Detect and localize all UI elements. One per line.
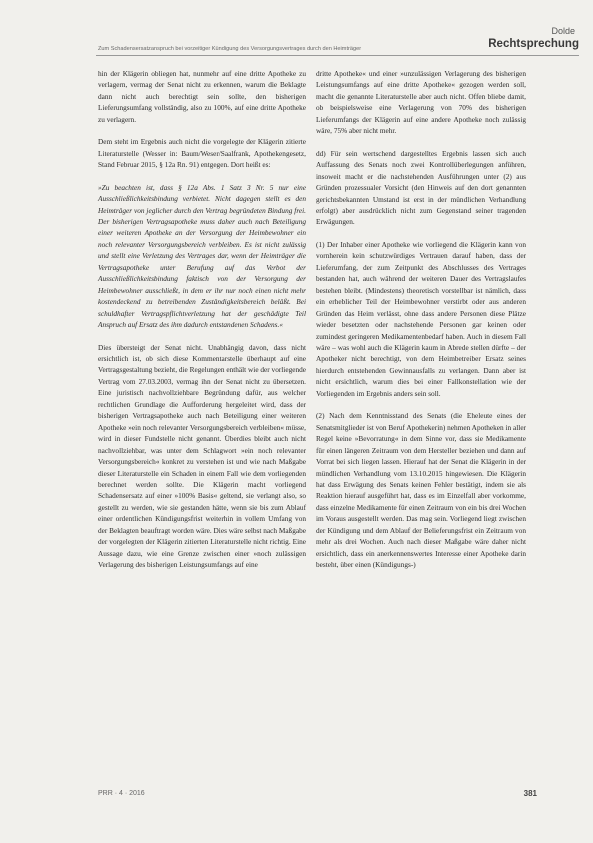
section-title: Rechtsprechung [488, 38, 579, 50]
paragraph: (2) Nach dem Kenntnisstand des Senats (die Eheleute eines der Senatsmitglieder ist von Beruf Apothekerin) nehmen Apotheken in aller Regel keine »Bevorratung« in dem Sinne vor, dass sie Medikamente für einen längeren Zeitraum von dem Hersteller beziehen und dann auf Vorrat bei sich liegen lassen. Hierauf hat der Senat die Klägerin in der mündlichen Verhandlung vom 13.10.2015 hingewiesen. Die Klägerin hat dass Erwägung des Senats keinen Fehler bestätigt, indem sie als Reaktion hierauf ausgeführt hat, dass es im Einzelfall aber vorkomme, dass einzelne Medikamente für einen Zeitraum von ein bis drei Wochen im Voraus ausgestellt werden. Das mag sein. Vorliegend liegt zwischen der Kündigung und dem Ablauf der Belieferungsfrist ein Zeitraum von mehr als drei Wochen. Auch nach dieser Maßgabe wäre daher nicht ersichtlich, dass ein anerkennenswertes Interesse einer Apotheke darin besteht, über einen (Kündigungs-) [316, 411, 526, 570]
paragraph: Dies übersteigt der Senat nicht. Unabhängig davon, dass nicht ersichtlich ist, ob sich diese Kommentarstelle überhaupt auf eine Vertragsgestaltung bezieht, die Regelungen enthält wie der vorliegende Vertrag vom 27.03.2003, vermag ihn der Senat nicht zu übersetzen. Eine juristisch nachvollziehbare Begründung dafür, aus welcher rechtlichen Grundlage die Aufforderung hergeleitet wird, dass der bisherigen Vertragsapotheke auch nach Beteiligung einer weiteren Apotheke »ein noch relevanter Versorgungsbereich verbleiben« müsse, wird in dieser Fundstelle nicht genannt. Überdies bleibt auch nicht nachvollziehbar, was unter dem Schlagwort »ein noch relevanter Versorgungsbereich« konkret zu verstehen ist und wie nach Maßgabe dieser Literaturstelle ein Schaden in einem Fall wie dem vorliegenden berechnet werden sollte. Die Klägerin macht vorliegend Schadensersatz auf einer »100% Basis« geltend, sie verlangt also, so gestellt zu werden, wie sie gestanden hätte, wenn sie bis zum Ablauf einer ordentlichen Kündigungsfrist weiterhin in vollem Umfang von der Beklagten beauftragt worden wäre. Dies wäre selbst nach Maßgabe der vorgelegten der Klägerin zitierten Literaturstelle nicht richtig. Eine Aussage dazu, wie eine Grenze zwischen einer »noch zulässigen Verlagerung des bisherigen Leistungsumfangs auf eine [98, 342, 306, 570]
paragraph: hin der Klägerin obliegen hat, nunmehr auf eine dritte Apotheke zu verlagern, vermag der Senat nicht zu erkennen, warum die Beklagte dann nicht auch berechtigt sein sollte, den bisherigen Lieferungsumfang vollständig, also zu 100%, auf eine dritte Apotheke zu verlagern. [98, 69, 306, 124]
journal-reference: PRR · 4 · 2016 [98, 790, 145, 797]
paragraph: dritte Apotheke« und einer »unzulässigen Verlagerung des bisherigen Leistungsumfangs auf eine dritte Apotheke« gezogen werden soll, macht die genannte Literaturstelle aber auch nicht. Offen bliebe damit, ob beispielsweise eine Verlagerung von 70% des bisherigen Lieferumfangs der Klägerin auf eine andere Apotheke noch zulässig wäre, 75% aber nicht mehr. [316, 69, 526, 136]
left-column [98, 68, 306, 571]
running-title: Zum Schadensersatzanspruch bei vorzeitiger Kündigung des Versorgungsvertrages durch den Heimträger [98, 46, 362, 52]
header-author: Dolde [551, 26, 575, 36]
paragraph: Dem steht im Ergebnis auch nicht die vorgelegte der Klägerin zitierte Literaturstelle (Wesser in: Baum/Weser/Saalfrank, Apothekengesetz, Stand Februar 2015, § 12a Rn. 91) entgegen. Dort heißt es: [98, 137, 306, 170]
page-number: 381 [523, 789, 537, 798]
paragraph: dd) Für sein wertschend dargestelltes Ergebnis lassen sich auch Auffassung des Senats noch zwei Kontrollüberlegungen anführen, insoweit macht er die nachstehenden Ausführungen unter (2) aus Gründen prozessualer Vorsicht (den Hinweis auf den dort genannten gerichtsbekannten Umstand ist erst in der mündlichen Verhandlung erfolgt) aber ausdrücklich nicht zum Gegenstand seiner tragenden Erwägungen. [316, 148, 526, 227]
right-column [316, 68, 526, 571]
header-divider [96, 55, 579, 56]
paragraph: (1) Der Inhaber einer Apotheke wie vorliegend die Klägerin kann von vornherein kein schutzwürdiges Vertrauen darauf haben, dass der Lieferumfang, der zum Zeitpunkt des Abschlusses des Vertrages bestanden hat, auch während der weiteren Dauer des Vertragslaufes bestehen bleibt. (Mindestens) theoretisch vorstellbar ist nämlich, dass ein erheblicher Teil der Heimbewohner verstirbt oder aus anderen Gründen das Heim verlässt, ohne dass andere Personen diese Plätze wieder besetzten oder nachstehende Personen gar keinen oder zumindest geringeren Medikamentenbedarf haben. Auch in diesem Fall wäre – was wohl auch die Klägerin kaum in Abrede stellen dürfte – der Apotheker nicht berechtigt, von dem Heimbetreiber Ersatz seines hierdurch entstehenden Gewinnausfalls zu verlangen. Dann aber ist nicht ersichtlich, warum dies bei einer Fallkonstellation wie der Vorliegenden im Ergebnis anders sein soll. [316, 239, 526, 398]
quoted-paragraph: »Zu beachten ist, dass § 12a Abs. 1 Satz 3 Nr. 5 nur eine Ausschließlichkeitsbindung verbietet. Nicht dagegen stellt es den Heimträger von jeglicher durch den Vertrag begründeten Bindung frei. Der bisherigen Vertragsapotheke muss daher auch nach Beteiligung einer weiteren Apotheke an der Versorgung der Heimbewohner ein noch relevanter Versorgungsbereich verbleiben. Es ist nicht zulässig und stellt eine Verletzung des Vertrages dar, wenn der Heimträger die Vertragsapotheke unter Berufung auf das Verbot der Ausschließlichkeitsbindung faktisch von der Versorgung der Heimbewohner ausschließt, in dem er ihr nur noch einen nicht mehr kostendeckend zu betreibenden Zuständigkeitsbereich beläßt. Bei schuldhafter Vertragspflichtverletzung hat der geschädigte Teil Anspruch auf Ersatz des ihm dadurch entstandenen Schadens.« [98, 182, 306, 330]
